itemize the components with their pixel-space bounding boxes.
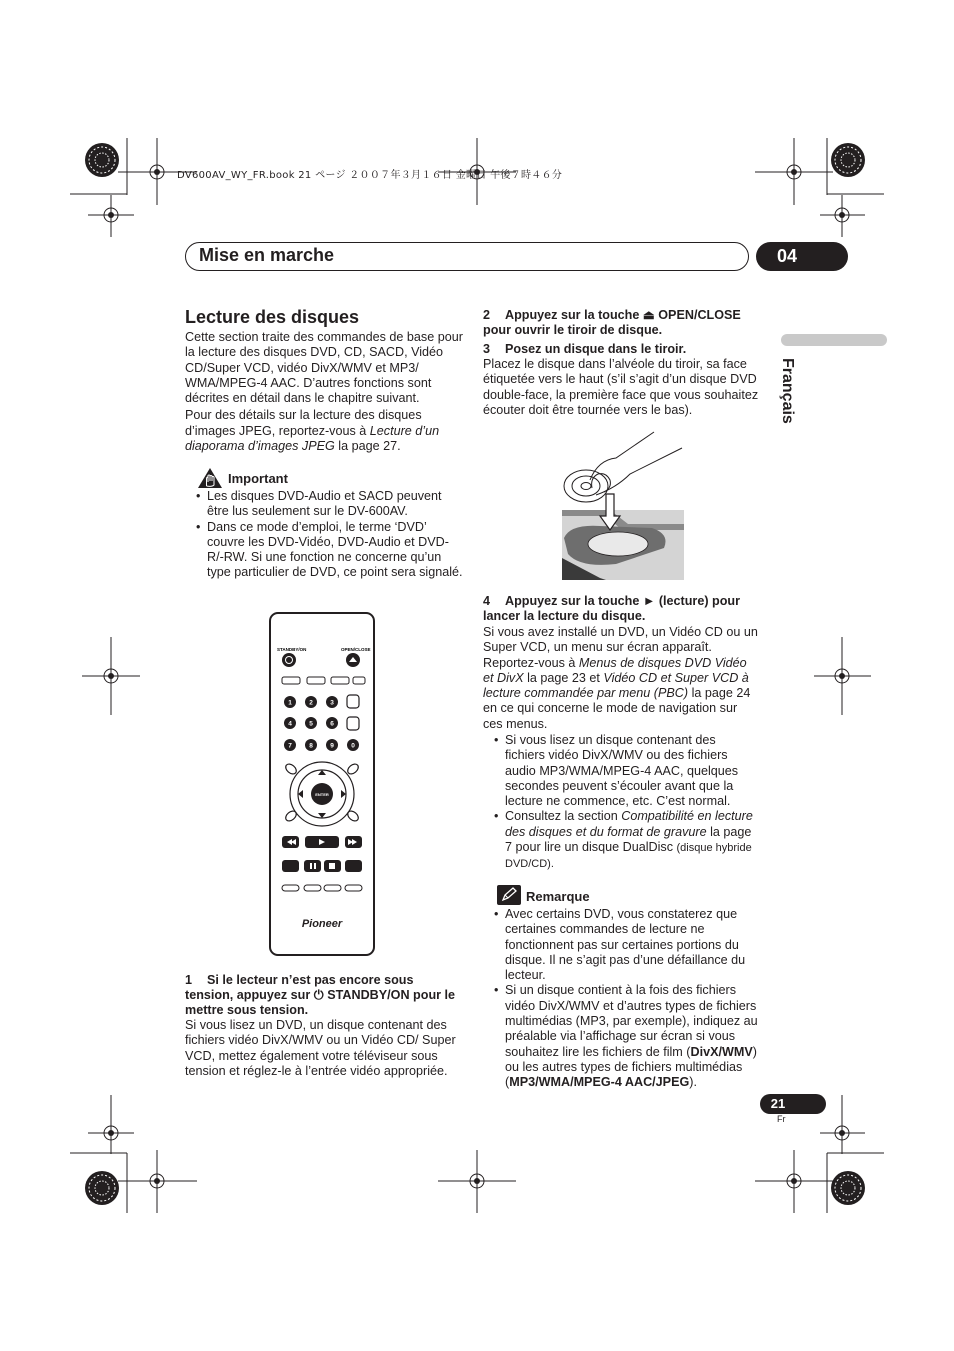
remarque-label: Remarque [526,889,590,904]
chapter-title: Mise en marche [199,245,335,265]
bullet-2-small: (disque hybride DVD/CD). [505,842,752,871]
intro2-text: Pour des détails sur la lecture des disques d’images JPEG, reportez-vous à [185,408,422,438]
remote-key-1: 1 [288,699,292,707]
remote-key-4: 4 [288,720,292,728]
remarque-item-1: • Avec certains DVD, vous constaterez que certaines commandes de lecture ne fonctionnent pas sur certaines portions du disque. Il ne s’agit pas d’une défaillance du lecteur. [483,907,759,983]
important-item-2: • Dans ce mode d’emploi, le terme ‘DVD’ couvre les DVD-Vidéo, DVD-Audio et DVD-R/-RW. Si une fonction ne concerne qu’un type particulier de DVD, ce point sera signalé. [185,520,463,581]
step-4-bullets [483,733,759,873]
intro-paragraph-1: Cette section traite des commandes de base pour la lecture des disques DVD, CD, SACD, Vidéo CD/Super VCD, vidéo DivX/WMV et MP3/ WMA/MPEG-4 AAC. D’autres fonctions sont décrites en détail dans le chapitre suivant. [185,330,463,406]
remote-key-0: 0 [351,742,355,750]
crop-header-text: DV600AV_WY_FR.book 21 ページ ２００７年３月１６日 金曜日 午後７時４６分 [177,170,563,181]
step-3-number: 3 [483,342,491,356]
chapter-number: 04 [756,242,848,271]
step-3-text: Placez le disque dans l’alvéole du tiroir, sa face étiquetée vers le haut (s’il s’agit d’un disque DVD double-face, la première face que vous souhaitez écouter doit être tournée vers le bas). [483,357,759,417]
bullet-2-reference: Compatibilité en lecture des disques et du format de gravure [505,809,753,839]
remote-enter-label: ENTER [315,792,329,797]
remarque-2-bold-1: DivX/WMV [690,1044,753,1059]
remote-key-7: 7 [288,742,292,750]
remote-control-illustration [268,611,376,957]
bullet-2-text-b: la page 7 pour lire un disque DualDisc [505,824,752,855]
remarque-2-text-d: ). [689,1075,697,1090]
remote-standby-label: STANDBY/ON [277,647,307,652]
step-1-title [185,973,463,1018]
intro2-page: la page 27. [334,439,401,454]
remote-key-6: 6 [330,720,334,728]
language-tab-label: Français [779,358,796,424]
language-tab-bar [781,334,887,346]
remote-key-8: 8 [309,742,313,750]
page-lang-code: Fr [777,1114,786,1124]
remote-key-2: 2 [309,699,313,707]
remarque-list [483,907,759,1091]
step-4-number: 4 [483,594,491,608]
step-2-number: 2 [483,308,491,322]
left-intro [185,330,463,456]
step-4-text [483,625,759,732]
remote-key-3: 3 [330,699,334,707]
step-1-text: Si vous lisez un DVD, un disque contenant des fichiers vidéo DivX/WMV ou un Vidéo CD/ Super VCD, mettez également votre téléviseur sous tension et réglez-le à l’entrée vidéo appropriée. [185,1018,456,1078]
intro2-reference: Lecture d’un diaporama d’images JPEG [185,423,440,454]
remote-key-9: 9 [330,742,334,750]
remarque-item-2 [483,983,759,1090]
remarque-2-bold-2: MP3/WMA/MPEG-4 AAC/JPEG [509,1075,690,1090]
step-1-number: 1 [185,973,193,987]
warning-icon [196,466,224,490]
step-4-title-b: (lecture) pour lancer la lecture du disque. [483,594,740,623]
remote-key-5: 5 [309,720,313,728]
power-icon: ⏻ [313,988,324,1002]
pencil-note-icon [496,884,522,906]
step-2-title-b: OPEN/CLOSE pour ouvrir le tiroir de disque. [483,308,741,337]
page-number: 21 [760,1094,826,1114]
step-3-title-text: Posez un disque dans le tiroir. [505,342,687,356]
step-4-bullet-2 [483,809,759,872]
important-list [185,489,463,581]
step-1-title-b: STANDBY/ON pour le mettre sous tension. [185,988,456,1017]
important-item-1: • Les disques DVD-Audio et SACD peuvent être lus seulement sur le DV-600AV. [185,489,463,520]
step-4-title-a: Appuyez sur la touche [505,594,643,608]
play-icon: ► [642,594,656,608]
important-label: Important [228,471,288,486]
step-4-text-2: la page 23 et [523,670,604,685]
remarque-2-text-a: Si un disque contient à la fois des fichiers vidéo DivX/WMV et d’autres types de fichiers multimédias (MP3, par exemple), indiquez au préalable via l’affichage sur écran si vous souhaitez lire les fichiers de film ( [505,983,758,1059]
intro-paragraph-2 [185,408,463,454]
step-4-title [483,594,759,624]
step-4-text-3: la page 24 en ce qui concerne le mode de navigation sur ces menus. [483,686,751,731]
step-4-text-1: Si vous avez installé un DVD, un Vidéo CD ou un Super VCD, un menu sur écran apparaît. Reportez-vous à [483,625,758,670]
remote-openclose-label: OPEN/CLOSE [341,647,371,652]
disc-tray-illustration [560,430,686,582]
eject-icon: ⏏ [642,308,655,322]
remarque-2-text-c: ) ou les autres types de fichiers multimédias ( [505,1044,757,1090]
step-3-title [483,342,759,357]
step-4-ref-2: Vidéo CD et Super VCD à lecture commandée par menu (PBC) [483,670,749,701]
step-2-title [483,308,759,338]
step-4-bullet-1: • Si vous lisez un disque contenant des fichiers vidéo DivX/WMV ou des fichiers audio MP3/WMA/MPEG-4 AAC, quelques secondes peuvent s’écouler avant que la lecture ne commence, etc. C’est normal. [483,733,759,809]
step-1-title-a: Si le lecteur n’est pas encore sous tension, appuyez sur [185,973,414,1002]
step-4-ref-1: Menus de disques DVD Vidéo et DivX [483,655,747,685]
remote-brand-logo: Pioneer [301,918,343,930]
bullet-2-text-a: Consultez la section [505,809,622,824]
section-heading: Lecture des disques [185,307,360,327]
step-2-title-a: Appuyez sur la touche [505,308,643,322]
